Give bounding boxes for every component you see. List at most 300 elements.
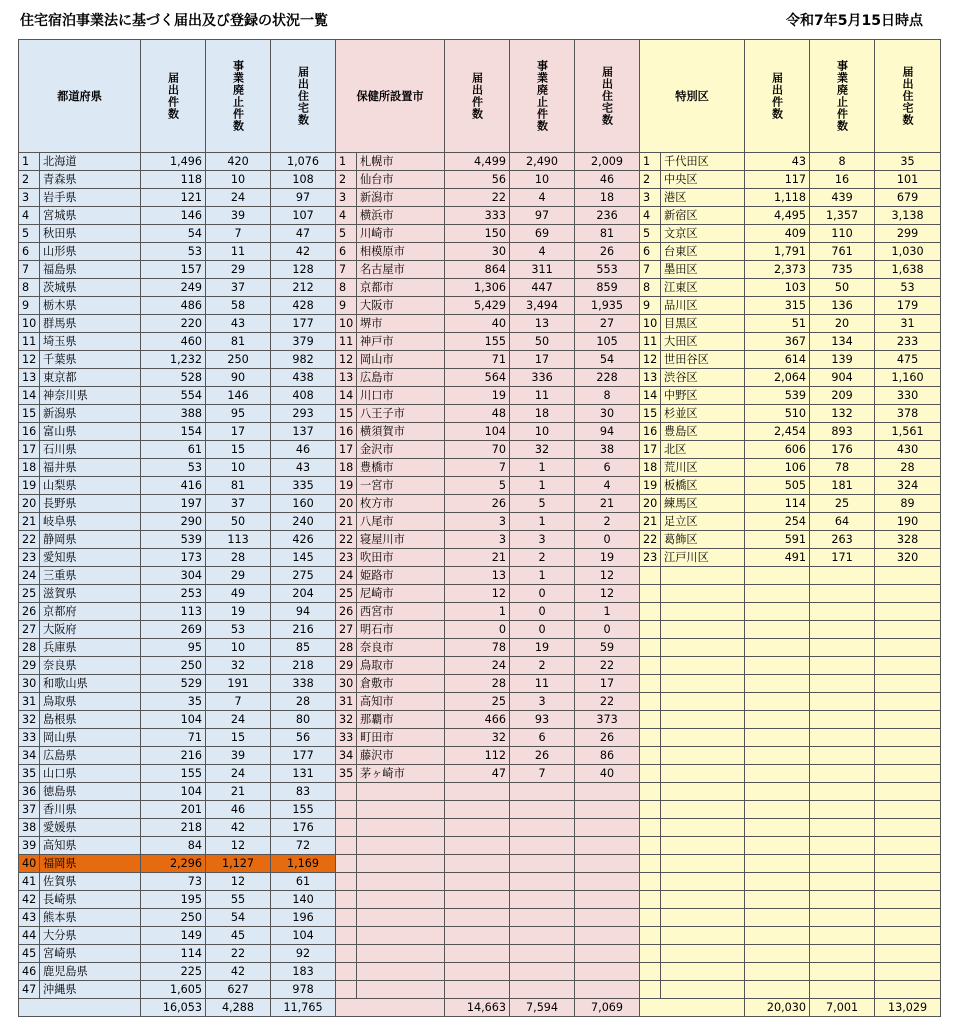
city-index-cell xyxy=(336,963,357,981)
city-notif-cell: 32 xyxy=(445,729,510,747)
ward-index-cell: 15 xyxy=(640,405,661,423)
city-name-cell: 大阪市 xyxy=(357,297,445,315)
ward-index-cell xyxy=(640,603,661,621)
city-abolish-cell: 11 xyxy=(510,675,575,693)
pref-notif-cell: 554 xyxy=(141,387,206,405)
pref-notif-cell: 95 xyxy=(141,639,206,657)
ward-name-cell: 大田区 xyxy=(661,333,745,351)
city-abolish-cell xyxy=(510,783,575,801)
pref-notif-cell: 61 xyxy=(141,441,206,459)
city-housing-cell: 859 xyxy=(575,279,640,297)
city-notif-cell: 104 xyxy=(445,423,510,441)
ward-index-cell xyxy=(640,801,661,819)
pref-housing-cell: 108 xyxy=(271,171,336,189)
ward-abolish-cell: 263 xyxy=(810,531,875,549)
ward-name-cell xyxy=(661,675,745,693)
table-row xyxy=(19,891,941,909)
city-housing-cell: 1 xyxy=(575,603,640,621)
ward-notif-cell xyxy=(745,693,810,711)
pref-name-cell: 神奈川県 xyxy=(40,387,141,405)
ward-name-cell: 江戸川区 xyxy=(661,549,745,567)
ward-name-cell: 荒川区 xyxy=(661,459,745,477)
ward-notif-cell: 2,373 xyxy=(745,261,810,279)
city-abolish-cell: 4 xyxy=(510,189,575,207)
city-housing-cell: 228 xyxy=(575,369,640,387)
city-name-cell xyxy=(357,927,445,945)
table-row xyxy=(19,819,941,837)
ward-abolish-cell: 20 xyxy=(810,315,875,333)
city-name-cell: 広島市 xyxy=(357,369,445,387)
pref-index-cell: 43 xyxy=(19,909,40,927)
city-housing-cell xyxy=(575,927,640,945)
pref-index-cell: 18 xyxy=(19,459,40,477)
city-housing-cell: 30 xyxy=(575,405,640,423)
pref-notif-cell: 154 xyxy=(141,423,206,441)
city-abolish-cell: 4 xyxy=(510,243,575,261)
table-row xyxy=(19,333,941,351)
city-name-cell: 岡山市 xyxy=(357,351,445,369)
pref-notif-cell: 1,496 xyxy=(141,153,206,171)
totals-row xyxy=(19,999,941,1017)
ward-notif-cell xyxy=(745,585,810,603)
table-row xyxy=(19,765,941,783)
ward-notif-cell: 114 xyxy=(745,495,810,513)
pref-abolish-cell: 7 xyxy=(206,225,271,243)
city-index-cell xyxy=(336,783,357,801)
pref-abolish-cell: 46 xyxy=(206,801,271,819)
pref-name-cell: 群馬県 xyxy=(40,315,141,333)
ward-abolish-cell: 439 xyxy=(810,189,875,207)
city-index-cell: 11 xyxy=(336,333,357,351)
pref-abolish-cell: 24 xyxy=(206,189,271,207)
city-name-cell: 豊橋市 xyxy=(357,459,445,477)
pref-housing-cell: 204 xyxy=(271,585,336,603)
ward-notif-cell xyxy=(745,927,810,945)
city-name-cell: 金沢市 xyxy=(357,441,445,459)
pref-abolish-cell: 50 xyxy=(206,513,271,531)
city-index-cell xyxy=(336,819,357,837)
city-housing-cell: 46 xyxy=(575,171,640,189)
pref-index-cell: 30 xyxy=(19,675,40,693)
pref-housing-cell: 275 xyxy=(271,567,336,585)
pref-name-cell: 奈良県 xyxy=(40,657,141,675)
ward-index-cell xyxy=(640,585,661,603)
ward-name-cell xyxy=(661,621,745,639)
pref-name-cell: 岐阜県 xyxy=(40,513,141,531)
city-notif-cell xyxy=(445,981,510,999)
city-name-cell xyxy=(357,873,445,891)
pref-abolish-cell: 42 xyxy=(206,819,271,837)
pref-index-cell: 9 xyxy=(19,297,40,315)
city-notif-cell: 22 xyxy=(445,189,510,207)
pref-index-cell: 36 xyxy=(19,783,40,801)
city-notif-cell: 112 xyxy=(445,747,510,765)
pref-name-cell: 岩手県 xyxy=(40,189,141,207)
ward-notif-cell: 4,495 xyxy=(745,207,810,225)
city-name-cell: 高知市 xyxy=(357,693,445,711)
pref-index-cell: 27 xyxy=(19,621,40,639)
pref-index-cell: 20 xyxy=(19,495,40,513)
pref-abolish-cell: 24 xyxy=(206,765,271,783)
ward-abolish-cell: 904 xyxy=(810,369,875,387)
ward-notif-cell xyxy=(745,729,810,747)
ward-index-cell xyxy=(640,657,661,675)
total-pref-housing: 11,765 xyxy=(271,999,336,1017)
table-row xyxy=(19,153,941,171)
total-ward-notif: 20,030 xyxy=(745,999,810,1017)
city-abolish-cell xyxy=(510,801,575,819)
pref-housing-cell: 176 xyxy=(271,819,336,837)
ward-housing-cell xyxy=(875,819,941,837)
city-housing-cell: 38 xyxy=(575,441,640,459)
table-row xyxy=(19,801,941,819)
ward-abolish-cell xyxy=(810,693,875,711)
ward-notif-cell: 1,118 xyxy=(745,189,810,207)
city-abolish-cell: 3 xyxy=(510,531,575,549)
pref-index-cell: 19 xyxy=(19,477,40,495)
pref-housing-cell: 80 xyxy=(271,711,336,729)
table-row xyxy=(19,657,941,675)
ward-index-cell: 16 xyxy=(640,423,661,441)
ward-index-cell xyxy=(640,927,661,945)
ward-abolish-cell: 181 xyxy=(810,477,875,495)
ward-notif-cell xyxy=(745,711,810,729)
ward-housing-cell: 430 xyxy=(875,441,941,459)
pref-housing-cell: 160 xyxy=(271,495,336,513)
ward-housing-cell: 299 xyxy=(875,225,941,243)
pref-name-cell: 徳島県 xyxy=(40,783,141,801)
ward-housing-cell: 89 xyxy=(875,495,941,513)
city-housing-cell xyxy=(575,837,640,855)
ward-notif-cell xyxy=(745,639,810,657)
city-index-cell: 24 xyxy=(336,567,357,585)
pref-name-cell: 秋田県 xyxy=(40,225,141,243)
city-housing-cell: 22 xyxy=(575,657,640,675)
pref-name-cell: 三重県 xyxy=(40,567,141,585)
ward-abolish-cell: 139 xyxy=(810,351,875,369)
ward-housing-cell xyxy=(875,639,941,657)
pref-housing-cell: 137 xyxy=(271,423,336,441)
ward-name-cell xyxy=(661,657,745,675)
ward-index-cell: 20 xyxy=(640,495,661,513)
table-row xyxy=(19,243,941,261)
ward-index-cell xyxy=(640,567,661,585)
pref-index-cell: 11 xyxy=(19,333,40,351)
ward-abolish-cell: 735 xyxy=(810,261,875,279)
pref-name-cell: 静岡県 xyxy=(40,531,141,549)
pref-housing-cell: 140 xyxy=(271,891,336,909)
pref-housing-cell: 978 xyxy=(271,981,336,999)
pref-housing-cell: 104 xyxy=(271,927,336,945)
ward-index-cell: 23 xyxy=(640,549,661,567)
ward-abolish-cell xyxy=(810,909,875,927)
ward-index-cell: 19 xyxy=(640,477,661,495)
pref-name-cell: 大分県 xyxy=(40,927,141,945)
pref-index-cell: 45 xyxy=(19,945,40,963)
pref-notif-cell: 416 xyxy=(141,477,206,495)
pref-notif-cell: 269 xyxy=(141,621,206,639)
city-name-cell: 堺市 xyxy=(357,315,445,333)
ward-housing-cell xyxy=(875,963,941,981)
city-abolish-cell: 2 xyxy=(510,549,575,567)
pref-index-cell: 6 xyxy=(19,243,40,261)
pref-notif-cell: 388 xyxy=(141,405,206,423)
header-ward-abolish: 事業廃止件数 xyxy=(810,40,875,153)
ward-name-cell: 港区 xyxy=(661,189,745,207)
city-name-cell: 藤沢市 xyxy=(357,747,445,765)
city-abolish-cell: 1 xyxy=(510,513,575,531)
city-index-cell: 27 xyxy=(336,621,357,639)
pref-index-cell: 4 xyxy=(19,207,40,225)
ward-abolish-cell xyxy=(810,585,875,603)
city-name-cell: 明石市 xyxy=(357,621,445,639)
header-pref-housing: 届出住宅数 xyxy=(271,40,336,153)
pref-notif-cell: 539 xyxy=(141,531,206,549)
city-index-cell: 22 xyxy=(336,531,357,549)
ward-name-cell xyxy=(661,963,745,981)
city-housing-cell: 86 xyxy=(575,747,640,765)
pref-housing-cell: 338 xyxy=(271,675,336,693)
ward-index-cell xyxy=(640,819,661,837)
ward-name-cell: 文京区 xyxy=(661,225,745,243)
ward-housing-cell xyxy=(875,891,941,909)
city-abolish-cell xyxy=(510,981,575,999)
ward-index-cell: 6 xyxy=(640,243,661,261)
city-housing-cell: 40 xyxy=(575,765,640,783)
city-housing-cell xyxy=(575,873,640,891)
pref-name-cell: 山形県 xyxy=(40,243,141,261)
pref-name-cell: 大阪府 xyxy=(40,621,141,639)
ward-housing-cell: 1,561 xyxy=(875,423,941,441)
ward-name-cell: 渋谷区 xyxy=(661,369,745,387)
pref-abolish-cell: 420 xyxy=(206,153,271,171)
ward-notif-cell: 43 xyxy=(745,153,810,171)
city-housing-cell: 2 xyxy=(575,513,640,531)
ward-abolish-cell xyxy=(810,621,875,639)
city-notif-cell: 864 xyxy=(445,261,510,279)
pref-notif-cell: 118 xyxy=(141,171,206,189)
pref-index-cell: 24 xyxy=(19,567,40,585)
city-abolish-cell: 1 xyxy=(510,477,575,495)
ward-housing-cell xyxy=(875,981,941,999)
pref-name-cell: 千葉県 xyxy=(40,351,141,369)
city-housing-cell: 553 xyxy=(575,261,640,279)
ward-name-cell: 目黒区 xyxy=(661,315,745,333)
pref-name-cell: 高知県 xyxy=(40,837,141,855)
city-notif-cell: 56 xyxy=(445,171,510,189)
ward-abolish-cell xyxy=(810,837,875,855)
pref-housing-cell: 426 xyxy=(271,531,336,549)
city-housing-cell: 0 xyxy=(575,531,640,549)
ward-notif-cell: 409 xyxy=(745,225,810,243)
header-prefecture: 都道府県 xyxy=(19,40,141,153)
city-abolish-cell: 311 xyxy=(510,261,575,279)
pref-index-cell: 28 xyxy=(19,639,40,657)
header-city-abolish: 事業廃止件数 xyxy=(510,40,575,153)
pref-housing-cell: 92 xyxy=(271,945,336,963)
city-name-cell: 横浜市 xyxy=(357,207,445,225)
ward-index-cell xyxy=(640,783,661,801)
table-row xyxy=(19,567,941,585)
city-notif-cell: 13 xyxy=(445,567,510,585)
total-pref-notif: 16,053 xyxy=(141,999,206,1017)
ward-housing-cell: 53 xyxy=(875,279,941,297)
header-city-notif: 届出件数 xyxy=(445,40,510,153)
pref-index-cell: 46 xyxy=(19,963,40,981)
ward-abolish-cell: 132 xyxy=(810,405,875,423)
city-abolish-cell: 5 xyxy=(510,495,575,513)
ward-abolish-cell: 64 xyxy=(810,513,875,531)
pref-index-cell: 17 xyxy=(19,441,40,459)
ward-abolish-cell xyxy=(810,657,875,675)
pref-index-cell: 16 xyxy=(19,423,40,441)
ward-name-cell: 千代田区 xyxy=(661,153,745,171)
city-housing-cell: 26 xyxy=(575,729,640,747)
pref-index-cell: 32 xyxy=(19,711,40,729)
table-row xyxy=(19,297,941,315)
pref-index-cell: 26 xyxy=(19,603,40,621)
table-row xyxy=(19,675,941,693)
pref-housing-cell: 218 xyxy=(271,657,336,675)
ward-abolish-cell xyxy=(810,801,875,819)
city-index-cell xyxy=(336,909,357,927)
ward-index-cell: 4 xyxy=(640,207,661,225)
city-index-cell: 7 xyxy=(336,261,357,279)
ward-index-cell: 21 xyxy=(640,513,661,531)
table-row xyxy=(19,189,941,207)
pref-notif-cell: 250 xyxy=(141,909,206,927)
ward-name-cell xyxy=(661,927,745,945)
ward-housing-cell xyxy=(875,783,941,801)
header-city-housing: 届出住宅数 xyxy=(575,40,640,153)
city-name-cell: 川口市 xyxy=(357,387,445,405)
ward-housing-cell: 1,160 xyxy=(875,369,941,387)
ward-name-cell xyxy=(661,981,745,999)
table-row xyxy=(19,477,941,495)
city-housing-cell: 22 xyxy=(575,693,640,711)
city-name-cell xyxy=(357,855,445,873)
pref-abolish-cell: 250 xyxy=(206,351,271,369)
pref-abolish-cell: 627 xyxy=(206,981,271,999)
city-housing-cell xyxy=(575,945,640,963)
city-housing-cell xyxy=(575,963,640,981)
ward-abolish-cell: 16 xyxy=(810,171,875,189)
ward-name-cell xyxy=(661,837,745,855)
city-index-cell: 28 xyxy=(336,639,357,657)
ward-index-cell: 12 xyxy=(640,351,661,369)
pref-housing-cell: 1,076 xyxy=(271,153,336,171)
pref-notif-cell: 173 xyxy=(141,549,206,567)
ward-abolish-cell xyxy=(810,567,875,585)
pref-name-cell: 山口県 xyxy=(40,765,141,783)
pref-abolish-cell: 15 xyxy=(206,729,271,747)
pref-notif-cell: 35 xyxy=(141,693,206,711)
city-housing-cell: 6 xyxy=(575,459,640,477)
city-abolish-cell xyxy=(510,963,575,981)
ward-notif-cell xyxy=(745,909,810,927)
city-notif-cell: 21 xyxy=(445,549,510,567)
city-name-cell: 一宮市 xyxy=(357,477,445,495)
city-housing-cell: 54 xyxy=(575,351,640,369)
pref-abolish-cell: 81 xyxy=(206,333,271,351)
city-abolish-cell: 0 xyxy=(510,603,575,621)
city-index-cell xyxy=(336,927,357,945)
ward-index-cell xyxy=(640,711,661,729)
city-name-cell: 横須賀市 xyxy=(357,423,445,441)
ward-housing-cell xyxy=(875,945,941,963)
city-housing-cell xyxy=(575,783,640,801)
ward-index-cell: 10 xyxy=(640,315,661,333)
ward-name-cell xyxy=(661,873,745,891)
pref-abolish-cell: 19 xyxy=(206,603,271,621)
ward-index-cell: 14 xyxy=(640,387,661,405)
city-abolish-cell: 18 xyxy=(510,405,575,423)
city-abolish-cell: 50 xyxy=(510,333,575,351)
pref-notif-cell: 104 xyxy=(141,711,206,729)
city-index-cell: 26 xyxy=(336,603,357,621)
total-ward-abolish: 7,001 xyxy=(810,999,875,1017)
ward-name-cell xyxy=(661,747,745,765)
pref-housing-cell: 43 xyxy=(271,459,336,477)
pref-housing-cell: 131 xyxy=(271,765,336,783)
pref-housing-cell: 47 xyxy=(271,225,336,243)
pref-housing-cell: 177 xyxy=(271,747,336,765)
pref-housing-cell: 42 xyxy=(271,243,336,261)
ward-abolish-cell xyxy=(810,981,875,999)
city-abolish-cell: 0 xyxy=(510,621,575,639)
city-abolish-cell: 32 xyxy=(510,441,575,459)
city-index-cell: 23 xyxy=(336,549,357,567)
pref-index-cell: 23 xyxy=(19,549,40,567)
ward-notif-cell xyxy=(745,801,810,819)
ward-abolish-cell: 209 xyxy=(810,387,875,405)
ward-notif-cell xyxy=(745,747,810,765)
city-name-cell: 寝屋川市 xyxy=(357,531,445,549)
ward-notif-cell xyxy=(745,657,810,675)
ward-housing-cell: 320 xyxy=(875,549,941,567)
city-name-cell: 八王子市 xyxy=(357,405,445,423)
pref-name-cell: 宮城県 xyxy=(40,207,141,225)
city-index-cell xyxy=(336,837,357,855)
pref-notif-cell: 1,232 xyxy=(141,351,206,369)
ward-name-cell: 新宿区 xyxy=(661,207,745,225)
city-index-cell xyxy=(336,891,357,909)
table-row xyxy=(19,783,941,801)
table-row xyxy=(19,423,941,441)
city-index-cell xyxy=(336,855,357,873)
pref-index-cell: 37 xyxy=(19,801,40,819)
ward-notif-cell xyxy=(745,675,810,693)
pref-notif-cell: 486 xyxy=(141,297,206,315)
ward-index-cell xyxy=(640,747,661,765)
ward-housing-cell: 475 xyxy=(875,351,941,369)
pref-housing-cell: 183 xyxy=(271,963,336,981)
ward-name-cell xyxy=(661,891,745,909)
city-abolish-cell xyxy=(510,873,575,891)
city-index-cell xyxy=(336,873,357,891)
ward-index-cell xyxy=(640,963,661,981)
pref-notif-cell: 201 xyxy=(141,801,206,819)
table-row xyxy=(19,693,941,711)
ward-abolish-cell xyxy=(810,783,875,801)
ward-name-cell: 世田谷区 xyxy=(661,351,745,369)
city-index-cell: 34 xyxy=(336,747,357,765)
pref-index-cell: 14 xyxy=(19,387,40,405)
city-name-cell: 新潟市 xyxy=(357,189,445,207)
pref-notif-cell: 53 xyxy=(141,459,206,477)
city-notif-cell: 1,306 xyxy=(445,279,510,297)
pref-abolish-cell: 12 xyxy=(206,873,271,891)
